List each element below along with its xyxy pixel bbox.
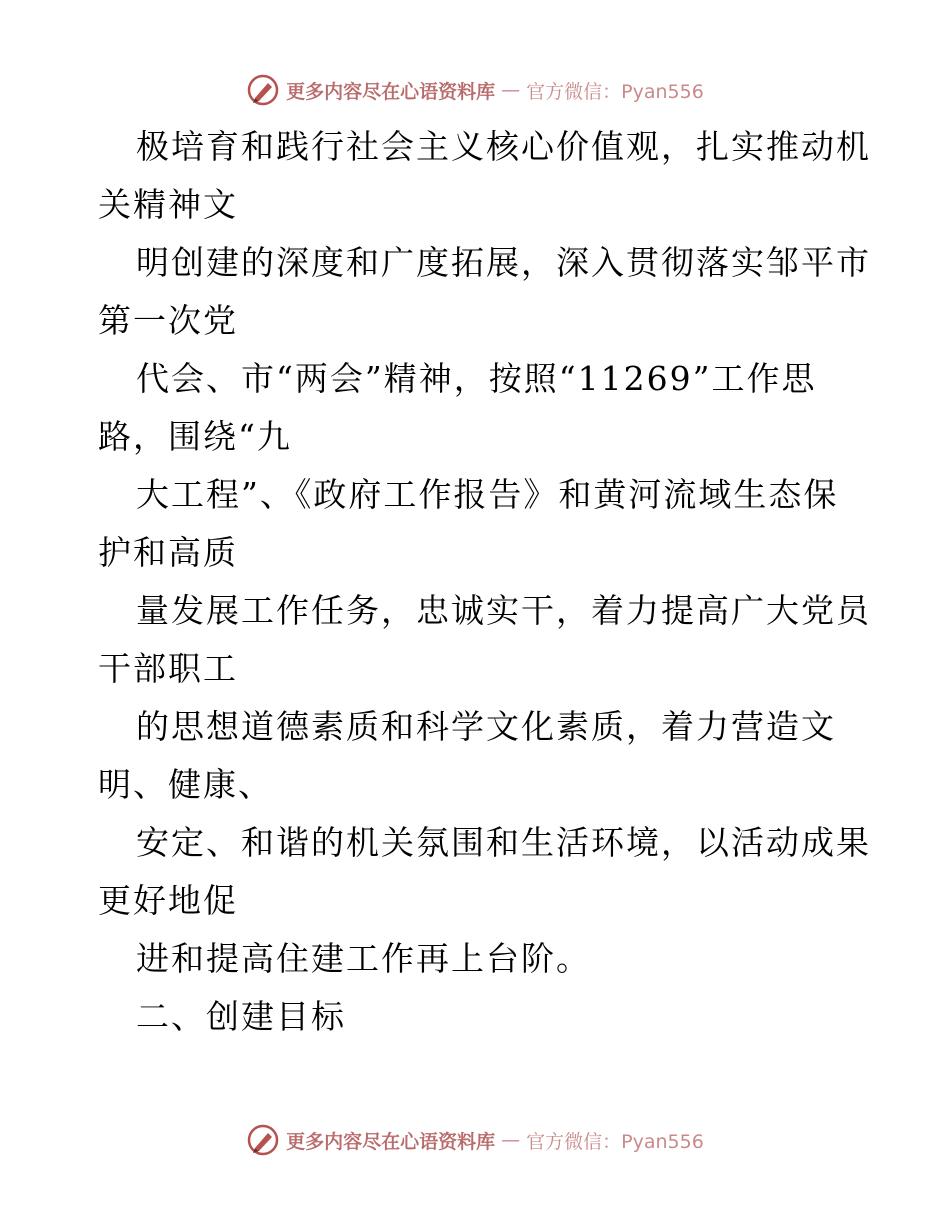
footer-brand-text: 更多内容尽在心语资料库 xyxy=(286,1130,496,1153)
footer-contact-text: 官方微信：Pyan556 xyxy=(526,1130,704,1153)
header-contact-text: 官方微信：Pyan556 xyxy=(526,80,704,103)
paragraph-line: 代会、市“两会”精神，按照“11269”工作思 xyxy=(136,359,817,398)
pen-logo-icon xyxy=(246,1123,280,1157)
document-body xyxy=(98,118,871,1046)
paragraph-line: 明、健康、 xyxy=(98,765,273,804)
paragraph-line: 干部职工 xyxy=(98,649,238,688)
paragraph-line: 第一次党 xyxy=(98,301,238,340)
paragraph-line: 关精神文 xyxy=(98,185,238,224)
paragraph-line: 护和高质 xyxy=(98,533,238,572)
header-brand-text: 更多内容尽在心语资料库 xyxy=(286,80,496,103)
header-banner xyxy=(0,70,950,110)
paragraph-line: 路，围绕“九 xyxy=(98,417,292,456)
section-heading: 二、创建目标 xyxy=(136,997,346,1036)
paragraph-line: 大工程”、《政府工作报告》和黄河流域生态保 xyxy=(136,475,839,514)
header-banner-inner xyxy=(246,73,704,107)
footer-banner-inner xyxy=(246,1123,704,1157)
paragraph-line: 极培育和践行社会主义核心价值观，扎实推动机 xyxy=(136,127,871,166)
paragraph-line: 明创建的深度和广度拓展，深入贯彻落实邹平市 xyxy=(136,243,871,282)
footer-dash: — xyxy=(501,1129,521,1151)
footer-banner xyxy=(0,1120,950,1160)
pen-logo-icon xyxy=(246,73,280,107)
paragraph-line: 的思想道德素质和科学文化素质，着力营造文 xyxy=(136,707,836,746)
header-dash: — xyxy=(501,79,521,101)
paragraph-line: 进和提高住建工作再上台阶。 xyxy=(136,939,591,978)
paragraph-line: 更好地促 xyxy=(98,881,238,920)
paragraph-line: 安定、和谐的机关氛围和生活环境，以活动成果 xyxy=(136,823,871,862)
paragraph-line: 量发展工作任务，忠诚实干，着力提高广大党员 xyxy=(136,591,871,630)
